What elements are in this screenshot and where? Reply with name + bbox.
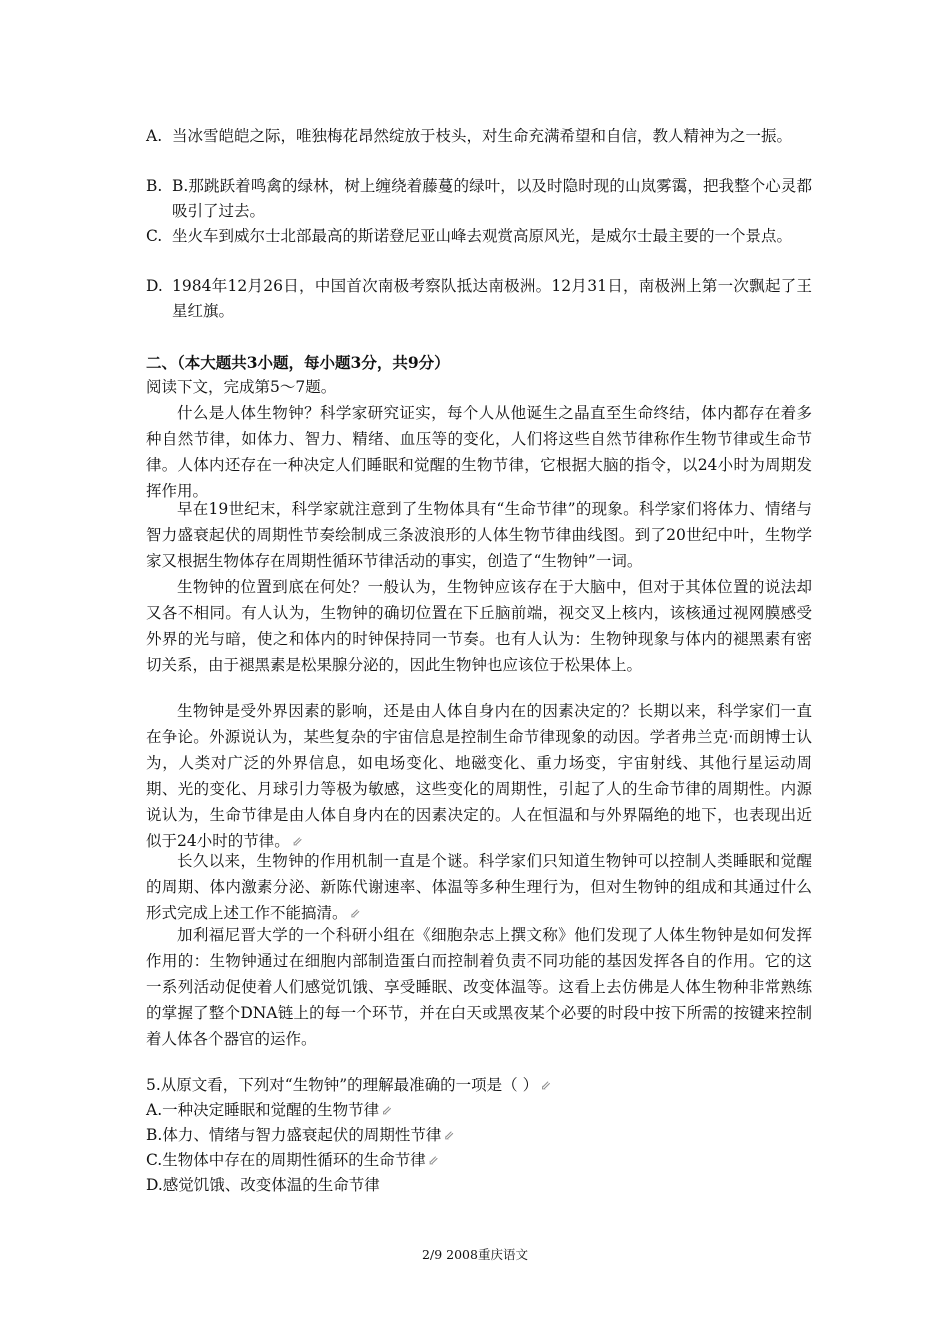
answer-text: C.生物体中存在的周期性循环的生命节律 [146,1151,426,1169]
passage-paragraph [146,848,812,928]
option-text: B.那跳跃着鸣禽的绿林，树上缠绕着藤蔓的绿叶，以及时隐时现的山岚雾霭，把我整个心灵都吸引了过去。 [172,177,812,220]
option-a [146,124,812,149]
return-mark-icon: ⇙ [443,1129,455,1144]
return-mark-icon: ⇙ [427,1154,439,1169]
answer-option-a [146,1099,392,1123]
option-label: D. [146,277,163,295]
option-d [146,274,812,323]
answer-option-d [146,1174,380,1196]
return-mark-icon: ⇙ [291,835,303,850]
answer-option-b [146,1124,454,1148]
passage-paragraph: 生物钟的位置到底在何处？一般认为，生物钟应该存在于大脑中，但对于其体位置的说法却又各不相同。有人认为，生物钟的确切位置在下丘脑前端，视交叉上核内，该核通过视网膜感受外界的光与暗，使之和体内的时钟保持同一节奏。也有人认为：生物钟现象与体内的褪黑素有密切关系，由于褪黑素是松果腺分泌的，因此生物钟也应该位于松果体上。 [146,578,812,674]
question-text: 5.从原文看，下列对“生物钟”的理解最准确的一项是（ ） [146,1076,539,1094]
option-text: 当冰雪皑皑之际，唯独梅花昂然绽放于枝头，对生命充满希望和自信，教人精神为之一振。 [172,127,793,145]
option-b [146,174,812,223]
passage-paragraph: 早在19世纪末，科学家就注意到了生物体具有“生命节律”的现象。科学家们将体力、情绪与智力盛衰起伏的周期性节奏绘制成三条波浪形的人体生物节律曲线图。到了20世纪中叶，生物学家又根据生物体存在周期性循环节律活动的事实，创造了“生物钟”一词。 [146,500,812,570]
answer-option-c [146,1149,439,1173]
question-stem [146,1074,551,1098]
return-mark-icon: ⇙ [349,907,361,922]
answer-text: D.感觉饥饿、改变体温的生命节律 [146,1176,380,1194]
section-heading: 二、（本大题共3小题，每小题3分，共9分） [146,353,450,372]
answer-text: B.体力、情绪与智力盛衰起伏的周期性节律 [146,1126,442,1144]
option-c [146,224,812,249]
option-label: B. [146,177,163,195]
section-intro: 阅读下文，完成第5～7题。 [146,378,337,396]
return-mark-icon: ⇙ [381,1104,393,1119]
paragraph-text: 生物钟是受外界因素的影响，还是由人体自身内在的因素决定的？长期以来，科学家们一直在争论。外源说认为，某些复杂的宇宙信息是控制生命节律现象的动因。学者弗兰克·而朗博士认为，人类对广泛的外界信息，如电场变化、地磁变化、重力场变，宇宙射线、其他行星运动周期、光的变化、月球引力等极为敏感，这些变化的周期性，引起了人的生命节律的周期性。内源说认为，生命节律是由人体自身内在的因素决定的。人在恒温和与外界隔绝的地下，也表现出近似于24小时的节律。 [146,702,812,850]
return-mark-icon: ⇙ [540,1079,551,1094]
option-text: 1984年12月26日，中国首次南极考察队抵达南极洲。12月31日，南极洲上第一次飘起了王星红旗。 [172,277,812,320]
answer-text: A.一种决定睡眠和觉醒的生物节律 [146,1101,380,1119]
option-label: C. [146,227,163,245]
passage-paragraph [146,698,812,856]
paragraph-text: 长久以来，生物钟的作用机制一直是个谜。科学家们只知道生物钟可以控制人类睡眠和觉醒的周期、体内激素分泌、新陈代谢速率、体温等多种生理行为，但对生物钟的组成和其通过什么形式完成上述工作不能搞清。 [146,852,812,922]
page-footer: 2/9 2008重庆语文 [422,1247,528,1262]
option-text: 坐火车到威尔士北部最高的斯诺登尼亚山峰去观赏高原风光，是威尔士最主要的一个景点。 [172,227,793,245]
option-label: A. [146,127,163,145]
passage-paragraph: 什么是人体生物钟？科学家研究证实，每个人从他诞生之晶直至生命终结，体内都存在着多种自然节律，如体力、智力、精绪、血压等的变化，人们将这些自然节律称作生物节律或生命节律。人体内还存在一种决定人们睡眠和觉醒的生物节律，它根据大脑的指令，以24小时为周期发挥作用。 [146,404,812,500]
passage-paragraph: 加利福尼晋大学的一个科研小组在《细胞杂志上撰文称》他们发现了人体生物钟是如何发挥作用的：生物钟通过在细胞内部制造蛋白而控制着负责不同功能的基因发挥各自的作用。它的这一系列活动促使着人们感觉饥饿、享受睡眠、改变体温等。这看上去仿佛是人体生物种非常熟练的掌握了整个DNA链上的每一个环节，并在白天或黑夜某个必要的时段中按下所需的按键来控制着人体各个器官的运作。 [146,926,812,1048]
